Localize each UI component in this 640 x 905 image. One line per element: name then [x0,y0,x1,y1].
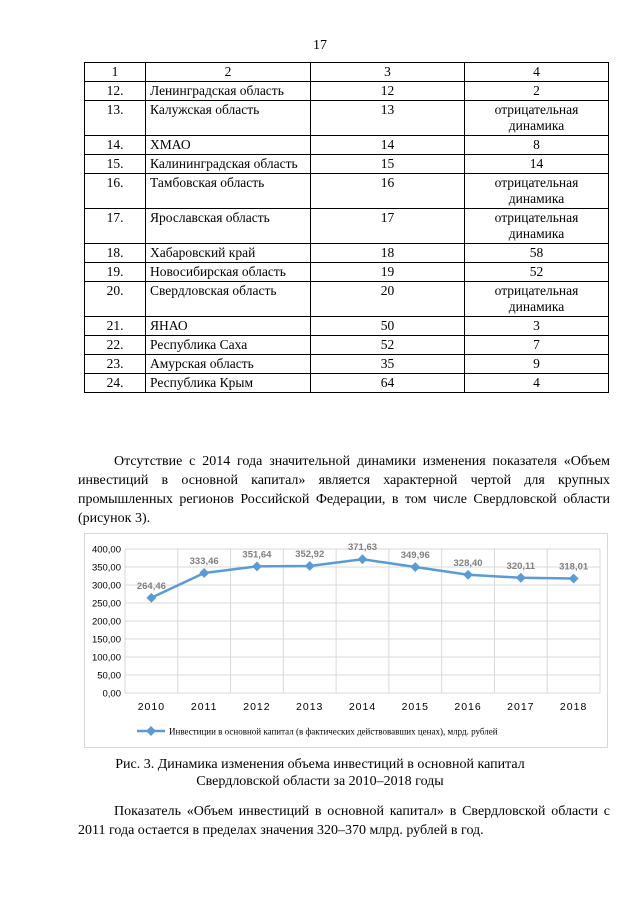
row-number-cell: 19. [85,263,146,282]
value-cell: 3 [465,317,609,336]
y-tick-label: 0,00 [102,688,121,700]
chart-canvas [85,534,609,749]
region-name-cell: Калужская область [146,101,311,136]
data-label: 264,46 [136,580,166,592]
rank-cell: 16 [311,174,465,209]
y-tick-label: 400,00 [91,544,121,556]
table-row [85,155,609,174]
table-row [85,263,609,282]
regions-table [84,62,609,393]
row-number-cell: 17. [85,209,146,244]
x-tick-label: 2015 [401,701,429,713]
value-cell: 2 [465,82,609,101]
region-name-cell: Ленинградская область [146,82,311,101]
data-label: 351,64 [242,549,272,561]
data-label: 318,01 [559,561,589,573]
table-row [85,317,609,336]
value-cell: 58 [465,244,609,263]
region-name-cell: Калининградская область [146,155,311,174]
table-row [85,336,609,355]
region-name-cell: Новосибирская область [146,263,311,282]
data-point-marker [463,570,473,580]
row-number-cell: 12. [85,82,146,101]
table-row [85,355,609,374]
rank-cell: 52 [311,336,465,355]
y-tick-label: 150,00 [91,634,121,646]
header-cell: 3 [311,63,465,82]
value-cell: 4 [465,374,609,393]
y-tick-label: 350,00 [91,562,121,574]
header-cell: 1 [85,63,146,82]
data-label: 333,46 [189,555,219,567]
value-cell: 14 [465,155,609,174]
caption-line-2: Свердловской области за 2010–2018 годы [196,774,444,789]
table-row [85,82,609,101]
rank-cell: 13 [311,101,465,136]
rank-cell: 17 [311,209,465,244]
figure-caption [0,756,640,790]
page-number: 17 [313,38,327,53]
rank-cell: 20 [311,282,465,317]
x-tick-label: 2018 [559,701,588,713]
data-point-marker [410,562,420,572]
value-cell: 7 [465,336,609,355]
data-point-marker [358,554,368,564]
x-tick-label: 2010 [137,701,166,713]
table-row [85,282,609,317]
rank-cell: 35 [311,355,465,374]
x-tick-label: 2011 [190,701,218,713]
legend-label: Инвестиции в основной капитал (в фактических действовавших ценах), млрд. рублей [169,726,498,737]
data-point-marker [305,561,315,571]
y-tick-label: 200,00 [91,616,121,628]
row-number-cell: 15. [85,155,146,174]
data-label: 328,40 [453,557,483,569]
rank-cell: 18 [311,244,465,263]
paragraph-investment-range: Показатель «Объем инвестиций в основной капитал» в Свердловской области с 2011 года остается в пределах значения 320–370 млрд. рублей в год. [78,804,610,838]
region-name-cell: Хабаровский край [146,244,311,263]
y-tick-label: 100,00 [91,652,121,664]
rank-cell: 15 [311,155,465,174]
y-tick-label: 250,00 [91,598,121,610]
region-name-cell: Амурская область [146,355,311,374]
data-label: 352,92 [295,548,325,560]
region-name-cell: Тамбовская область [146,174,311,209]
region-name-cell: ЯНАО [146,317,311,336]
value-cell: отрицательная динамика [465,282,609,317]
row-number-cell: 20. [85,282,146,317]
x-tick-label: 2014 [348,701,377,713]
value-cell: 9 [465,355,609,374]
row-number-cell: 21. [85,317,146,336]
data-point-marker [516,573,526,583]
data-point-marker [146,593,156,603]
x-tick-label: 2012 [243,701,271,713]
row-number-cell: 16. [85,174,146,209]
row-number-cell: 13. [85,101,146,136]
region-name-cell: Свердловская область [146,282,311,317]
rank-cell: 50 [311,317,465,336]
region-name-cell: ХМАО [146,136,311,155]
rank-cell: 19 [311,263,465,282]
investment-chart [84,533,608,748]
table-row [85,374,609,393]
value-cell: 52 [465,263,609,282]
rank-cell: 14 [311,136,465,155]
value-cell: 8 [465,136,609,155]
y-tick-label: 50,00 [97,670,121,682]
row-number-cell: 23. [85,355,146,374]
value-cell: отрицательная динамика [465,209,609,244]
data-label: 371,63 [347,542,378,554]
region-name-cell: Республика Саха [146,336,311,355]
paragraph-investment-dynamics: Отсутствие с 2014 года значительной динамики изменения показателя «Объем инвестиций в основной капитал» является характерной чертой для крупных промышленных регионов Российской Федерации, в том числе Свердловской области (рисунок 3). [78,454,610,526]
table-row [85,209,609,244]
legend-marker [146,726,156,736]
table-row [85,244,609,263]
data-label: 320,11 [506,560,536,572]
header-cell: 4 [465,63,609,82]
x-tick-label: 2016 [454,701,482,713]
table-row [85,136,609,155]
caption-line-1: Рис. 3. Динамика изменения объема инвестиций в основной капитал [115,757,525,772]
y-tick-label: 300,00 [91,580,121,592]
row-number-cell: 18. [85,244,146,263]
row-number-cell: 24. [85,374,146,393]
region-name-cell: Республика Крым [146,374,311,393]
data-point-marker [199,568,209,578]
row-number-cell: 14. [85,136,146,155]
rank-cell: 12 [311,82,465,101]
value-cell: отрицательная динамика [465,174,609,209]
row-number-cell: 22. [85,336,146,355]
data-label: 349,96 [400,550,430,562]
data-point-marker [252,561,262,571]
data-point-marker [569,574,579,584]
header-cell: 2 [146,63,311,82]
table-header-row [85,63,609,82]
rank-cell: 64 [311,374,465,393]
x-tick-label: 2017 [507,701,535,713]
x-tick-label: 2013 [296,701,324,713]
value-cell: отрицательная динамика [465,101,609,136]
table-row [85,174,609,209]
region-name-cell: Ярославская область [146,209,311,244]
table-row [85,101,609,136]
